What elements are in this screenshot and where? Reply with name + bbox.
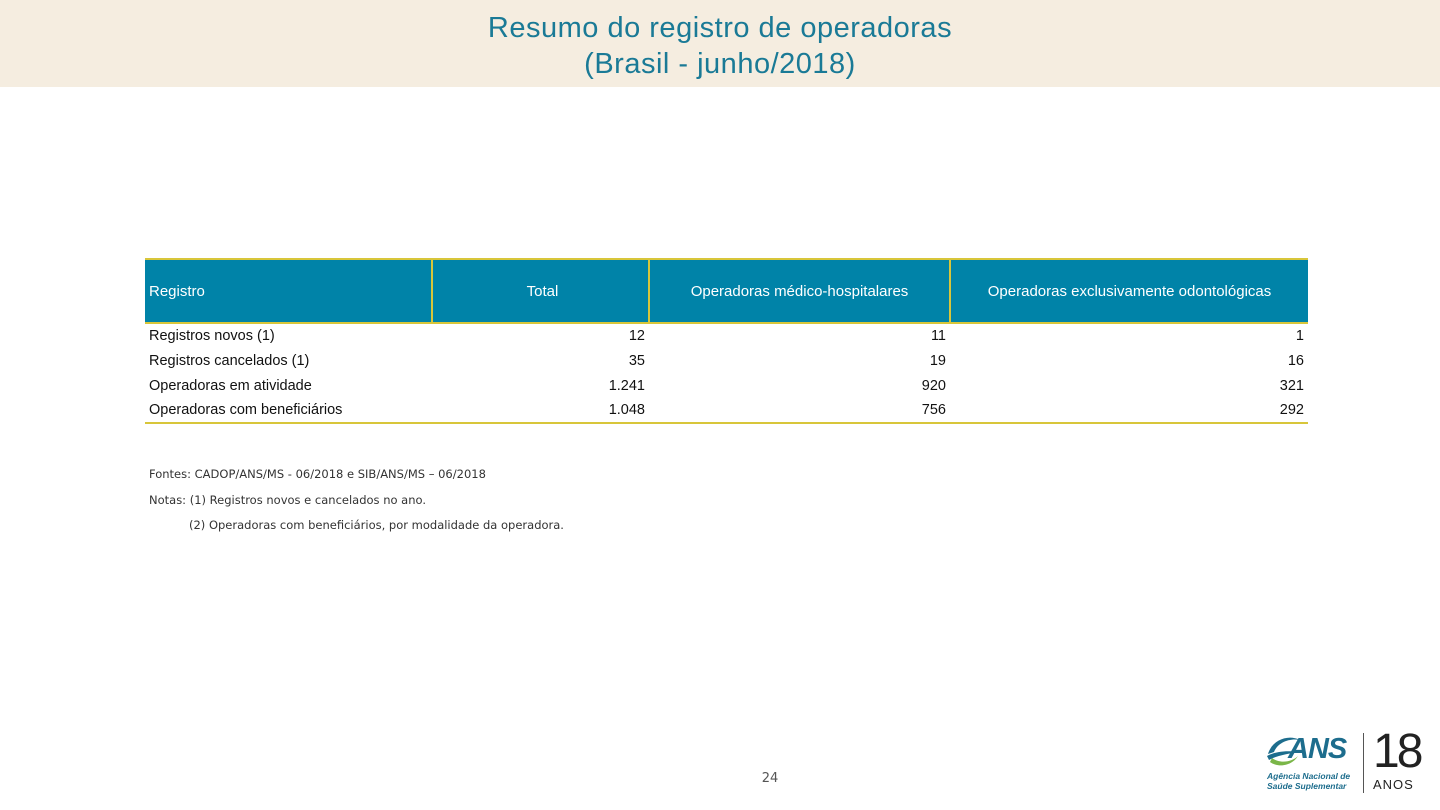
- cell-medico-hospitalares: 11: [930, 328, 946, 344]
- logo-subtitle: [1267, 771, 1357, 791]
- logo-years: 18: [1373, 725, 1421, 778]
- source-note: Fontes: CADOP/ANS/MS - 06/2018 e SIB/ANS/MS – 06/2018: [149, 467, 486, 481]
- row-label: Operadoras em atividade: [149, 377, 312, 394]
- page-number: 24: [761, 771, 779, 786]
- cell-medico-hospitalares: 756: [649, 398, 950, 423]
- title-line-2: (Brasil - junho/2018): [584, 48, 856, 80]
- note-2: (2) Operadoras com beneficiários, por modalidade da operadora.: [189, 518, 564, 532]
- cell-medico-hospitalares: 19: [929, 352, 946, 369]
- registry-summary-table: [145, 258, 1308, 424]
- table-row: [145, 373, 1308, 398]
- logo-ans-text: ANS: [1288, 733, 1347, 765]
- note-1: Notas: (1) Registros novos e cancelados no ano.: [149, 492, 426, 507]
- row-label: Registros novos (1): [149, 328, 275, 344]
- column-header-odontologicas: Operadoras exclusivamente odontológicas: [950, 259, 1308, 323]
- table-header-row: [145, 259, 1308, 323]
- cell-odontologicas: 16: [1287, 352, 1304, 369]
- cell-total: 35: [628, 352, 645, 369]
- cell-total: 1.048: [432, 398, 649, 423]
- column-header-medico-hospitalares: Operadoras médico-hospitalares: [649, 259, 950, 323]
- table-row: [145, 348, 1308, 373]
- table-row: [145, 323, 1308, 348]
- table-row: [145, 398, 1308, 423]
- title-line-1: Resumo do registro de operadoras: [487, 12, 953, 44]
- cell-odontologicas: 292: [950, 398, 1308, 423]
- cell-medico-hospitalares: 920: [921, 377, 946, 394]
- title-band: [0, 0, 1440, 87]
- column-header-registro: Registro: [145, 259, 432, 323]
- column-header-total: Total: [432, 259, 649, 323]
- cell-odontologicas: 1: [1295, 328, 1304, 344]
- row-label: Operadoras com beneficiários: [145, 398, 432, 423]
- logo-years-label: ANOS: [1373, 777, 1414, 792]
- cell-total: 12: [628, 328, 645, 344]
- logo-divider: [1363, 733, 1364, 793]
- page-title: [0, 10, 1440, 82]
- ans-18-anos-logo: [1262, 725, 1432, 796]
- logo-subtitle-line-1: Agência Nacional de: [1267, 771, 1351, 781]
- table-notes: [149, 466, 849, 543]
- cell-total: 1.241: [608, 377, 645, 394]
- row-label: Registros cancelados (1): [149, 352, 310, 369]
- cell-odontologicas: 321: [1279, 377, 1304, 394]
- logo-subtitle-line-2: Saúde Suplementar: [1267, 781, 1347, 791]
